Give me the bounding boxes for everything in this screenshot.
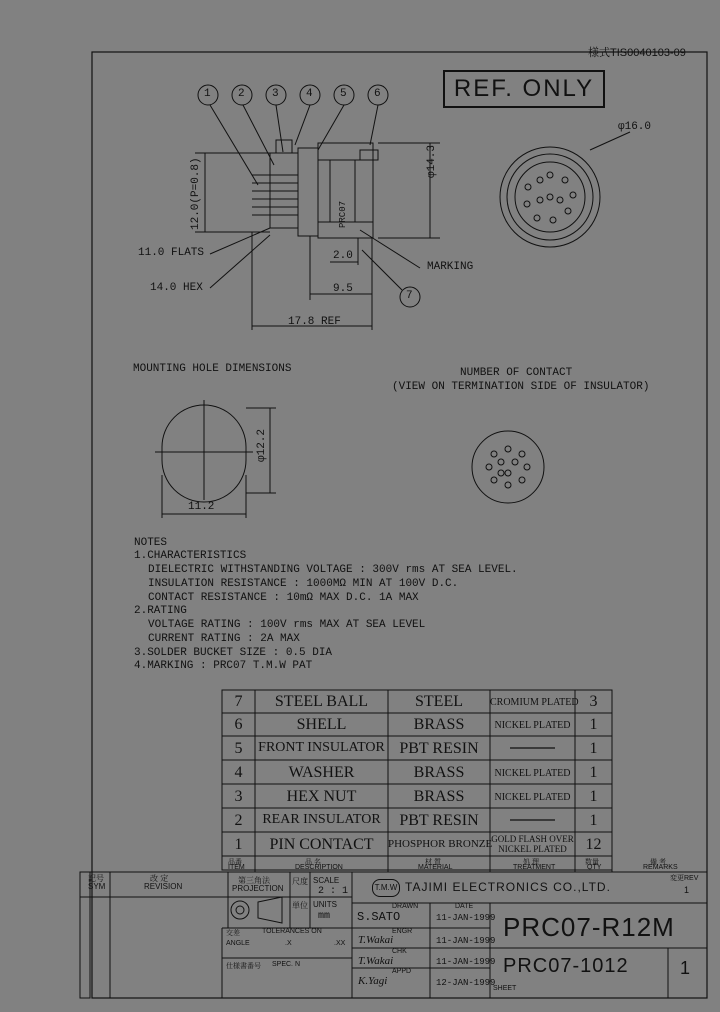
bom-qty: 1 xyxy=(589,812,598,829)
dim-12-0: 12.0(P=0.8) xyxy=(190,157,202,230)
bom-qty: 1 xyxy=(589,788,598,805)
bom-treatment: CROMIUM PLATED xyxy=(490,697,579,708)
mounting-title: MOUNTING HOLE DIMENSIONS xyxy=(133,363,292,375)
bom-desc: HEX NUT xyxy=(286,788,357,805)
hdr-treatment-jp: 処 理 xyxy=(523,859,539,866)
bom-desc: FRONT INSULATOR xyxy=(258,740,385,755)
tb-sym: SYM xyxy=(88,882,106,891)
bom-material: PHOSPHOR BRONZE xyxy=(388,838,493,850)
hdr-material-jp: 材 質 xyxy=(425,859,441,866)
notes-line-7: CURRENT RATING : 2A MAX xyxy=(148,633,300,645)
bom-treatment: NICKEL PLATED xyxy=(494,720,571,731)
tb-scale-val: 2 : 1 xyxy=(318,886,349,897)
part-number: PRC07-R12M xyxy=(503,912,675,942)
tb-spec-jp: 仕様書番号 xyxy=(226,963,261,970)
bom-material: BRASS xyxy=(413,716,465,733)
notes-title: NOTES xyxy=(134,537,168,549)
dim-phi-14-3: φ14.3 xyxy=(426,144,438,178)
hdr-remarks: REMARKS xyxy=(643,864,678,871)
marking-label: MARKING xyxy=(427,261,474,273)
tb-scale: SCALE xyxy=(313,876,340,885)
hdr-material: MATERIAL xyxy=(418,864,453,871)
prc07-mark: PRC07 xyxy=(338,200,348,228)
bom-qty: 1 xyxy=(589,716,598,733)
dim-phi-12-2: φ12.2 xyxy=(256,428,268,462)
tb-drawn-val: S.SATO xyxy=(357,910,401,924)
bom-desc: PIN CONTACT xyxy=(269,836,374,853)
dim-flats: 11.0 FLATS xyxy=(138,247,205,259)
bom-treatment: GOLD FLASH OVER NICKEL PLATED xyxy=(491,834,574,854)
tb-tol-jp: 交差 xyxy=(226,930,240,937)
hdr-qty-jp: 数量 xyxy=(585,859,599,866)
bom-qty: 1 xyxy=(589,764,598,781)
callout-6: 6 xyxy=(374,88,381,100)
hdr-desc: DESCRIPTION xyxy=(295,864,343,871)
tb-units-val: mm xyxy=(318,911,331,922)
dim-17-8-ref: 17.8 REF xyxy=(288,316,341,328)
bom-material: PBT RESIN xyxy=(399,740,479,757)
contact-title: NUMBER OF CONTACT xyxy=(460,367,573,379)
notes-line-2: DIELECTRIC WITHSTANDING VOLTAGE : 300V rms AT SEA LEVEL. xyxy=(148,564,518,576)
tb-rev: REVISION xyxy=(144,882,183,891)
company-logo xyxy=(372,879,400,897)
company-logo-text: T.M.W xyxy=(374,883,398,892)
notes-line-1: 1.CHARACTERISTICS xyxy=(134,550,247,562)
bom-desc: STEEL BALL xyxy=(274,693,369,710)
callout-5: 5 xyxy=(340,88,347,100)
bom-desc: REAR INSULATOR xyxy=(262,812,381,827)
tb-tol-x: .X xyxy=(285,940,292,947)
bom-item: 6 xyxy=(234,716,243,733)
tb-scale-jp: 尺度 xyxy=(292,877,308,886)
tb-units-jp: 単位 xyxy=(292,901,308,910)
tb-tol: TOLERANCES ON xyxy=(262,928,322,935)
notes-line-4: CONTACT RESISTANCE : 10mΩ MAX D.C. 1A MAX xyxy=(148,592,419,604)
notes-line-9: 4.MARKING : PRC07 T.M.W PAT xyxy=(134,660,313,672)
tb-sym-jp: 記号 xyxy=(88,874,104,883)
tb-date: DATE xyxy=(455,903,474,910)
hdr-qty: QTY xyxy=(587,864,602,871)
bom-item: 5 xyxy=(234,740,243,757)
dim-2-0: 2.0 xyxy=(333,250,353,262)
tb-proj: PROJECTION xyxy=(232,884,284,893)
tb-engr: ENGR xyxy=(392,928,413,935)
hdr-item: ITEM xyxy=(228,864,245,871)
notes-line-3: INSULATION RESISTANCE : 1000MΩ MIN AT 100V D.C. xyxy=(148,578,459,590)
bom-qty: 12 xyxy=(585,836,602,853)
bom-treatment: NICKEL PLATED xyxy=(494,792,571,803)
bom-item: 2 xyxy=(234,812,243,829)
bom-item: 1 xyxy=(234,836,243,853)
bom-treatment: NICKEL PLATED xyxy=(494,768,571,779)
company-name: TAJIMI ELECTRONICS CO.,LTD. xyxy=(405,880,611,894)
notes-line-8: 3.SOLDER BUCKET SIZE : 0.5 DIA xyxy=(134,647,333,659)
tb-proj-jp: 第三角法 xyxy=(238,876,270,885)
tb-chk-sig: T.Wakai xyxy=(358,955,394,967)
tb-spec: SPEC. N xyxy=(272,961,301,968)
hdr-remarks-jp: 備 考 xyxy=(650,859,666,866)
callout-7: 7 xyxy=(406,290,413,302)
bom-qty: 1 xyxy=(589,740,598,757)
tb-appd-date: 12-JAN-1999 xyxy=(436,978,496,988)
tb-drawn: DRAWN xyxy=(392,903,419,910)
notes-line-5: 2.RATING xyxy=(134,605,187,617)
bom-qty: 3 xyxy=(589,693,598,710)
bom-material: PBT RESIN xyxy=(399,812,479,829)
bom-material: STEEL xyxy=(415,693,463,710)
bom-item: 4 xyxy=(234,764,243,781)
tb-engr-date: 11-JAN-1999 xyxy=(436,936,496,946)
tb-angle: ANGLE xyxy=(226,940,250,947)
hdr-item-jp: 品番 xyxy=(228,859,242,866)
tb-engr-sig: T.Wakai xyxy=(358,934,394,946)
tb-rev-jp: 改 定 xyxy=(150,874,169,883)
ref-only-text: REF. ONLY xyxy=(453,75,595,102)
bom-item: 3 xyxy=(234,788,243,805)
bom-desc: WASHER xyxy=(288,764,355,781)
tb-units: UNITS xyxy=(313,900,337,909)
ref-only-stamp xyxy=(443,70,605,108)
tb-tol-xx: .XX xyxy=(334,940,346,947)
contact-subtitle: (VIEW ON TERMINATION SIDE OF INSULATOR) xyxy=(392,381,650,393)
dim-9-5: 9.5 xyxy=(333,283,353,295)
callout-4: 4 xyxy=(306,88,313,100)
tb-chk-date: 11-JAN-1999 xyxy=(436,957,496,967)
bom-material: BRASS xyxy=(413,788,465,805)
hdr-desc-jp: 品 名 xyxy=(305,859,321,866)
bom-desc: SHELL xyxy=(296,716,347,733)
dim-11-2: 11.2 xyxy=(188,501,215,513)
rev-value: 1 xyxy=(684,885,690,895)
doc-code: 様式TIS0040103-09 xyxy=(588,47,686,59)
rev-box-label: 変更REV xyxy=(670,875,699,882)
tb-appd-sig: K.Yagi xyxy=(358,975,388,987)
callout-3: 3 xyxy=(272,88,279,100)
bom-item: 7 xyxy=(234,693,243,710)
sheet-number: 1 xyxy=(680,958,691,978)
hdr-treatment: TREATMENT xyxy=(513,864,556,871)
dim-hex: 14.0 HEX xyxy=(150,282,203,294)
dim-phi-16: φ16.0 xyxy=(618,121,652,133)
callout-1: 1 xyxy=(204,88,211,100)
sheet-label: SHEET xyxy=(493,985,517,992)
bom-material: BRASS xyxy=(413,764,465,781)
tb-chk: CHK xyxy=(392,948,407,955)
notes-line-6: VOLTAGE RATING : 100V rms MAX AT SEA LEVEL xyxy=(148,619,426,631)
callout-2: 2 xyxy=(238,88,245,100)
drawing-number: PRC07-1012 xyxy=(503,955,629,977)
tb-drawn-date: 11-JAN-1999 xyxy=(436,913,496,923)
tb-appd: APPD xyxy=(392,968,412,975)
